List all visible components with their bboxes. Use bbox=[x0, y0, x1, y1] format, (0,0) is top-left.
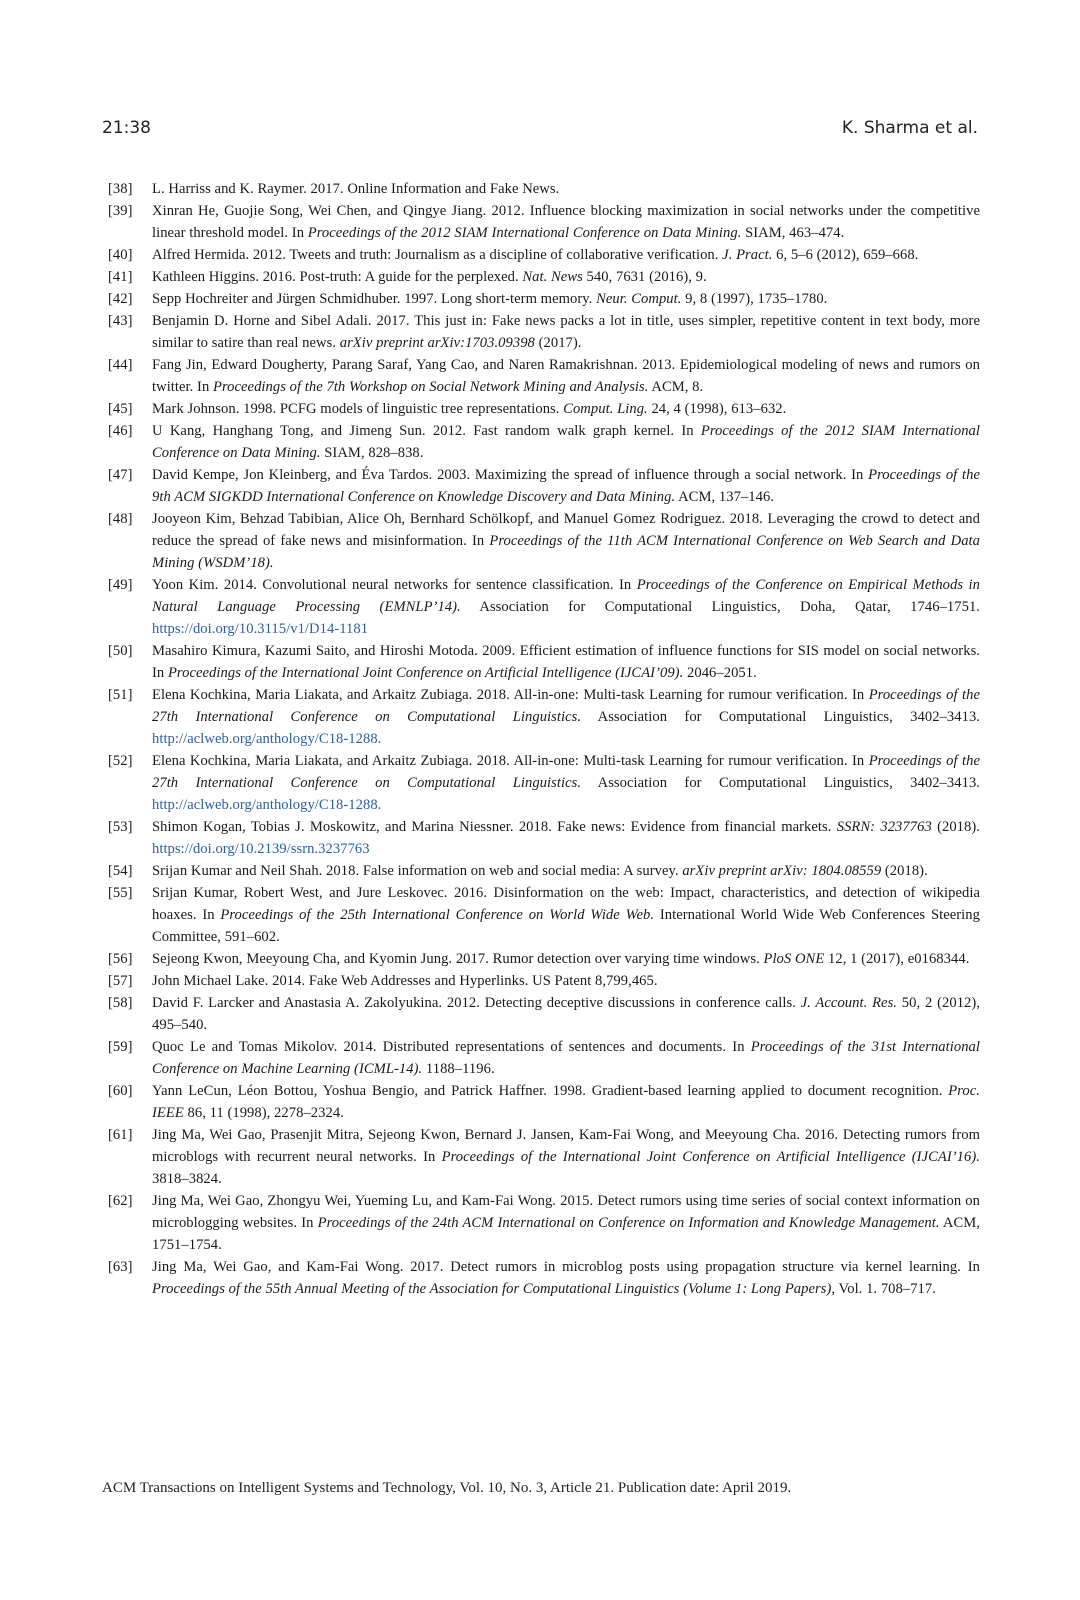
reference-details: 86, 11 (1998), 2278–2324. bbox=[183, 1105, 344, 1121]
reference-text: Fang Jin, Edward Dougherty, Parang Saraf, Yang Cao, and Naren Ramakrishnan. 2013. Epidemiological modeling of news and rumors on twitter. In bbox=[152, 357, 980, 395]
reference-text: Jooyeon Kim, Behzad Tabibian, Alice Oh, Bernhard Schölkopf, and Manuel Gomez Rodriguez. 2018. Leveraging the crowd to detect and reduce the spread of fake news and misinformation. In bbox=[152, 511, 980, 549]
reference-entry bbox=[108, 860, 980, 882]
reference-details: SIAM, 828–838. bbox=[320, 445, 424, 461]
reference-details: ACM, 1751–1754. bbox=[152, 1215, 980, 1253]
reference-entry bbox=[108, 200, 980, 244]
reference-list bbox=[108, 178, 980, 1300]
reference-venue: arXiv preprint arXiv: 1804.08559 bbox=[682, 863, 882, 879]
reference-venue: Proceedings of the 2012 SIAM International Conference on Data Mining. bbox=[152, 423, 981, 461]
reference-entry bbox=[108, 970, 980, 992]
reference-details: 540, 7631 (2016), 9. bbox=[582, 269, 707, 285]
reference-text: Jing Ma, Wei Gao, Zhongyu Wei, Yueming Lu, and Kam-Fai Wong. 2015. Detect rumors using time series of social context information on microblogging websites. In bbox=[152, 1193, 980, 1231]
reference-details: 12, 1 (2017), e0168344. bbox=[824, 951, 970, 967]
reference-entry bbox=[108, 684, 980, 750]
reference-details: 9, 8 (1997), 1735–1780. bbox=[681, 291, 828, 307]
reference-text: Alfred Hermida. 2012. Tweets and truth: Journalism as a discipline of collaborative verification. bbox=[152, 247, 723, 263]
reference-venue: Proceedings of the 27th International Conference on Computational Linguistics. bbox=[152, 687, 980, 725]
reference-venue: Comput. Ling. bbox=[563, 401, 648, 417]
reference-entry bbox=[108, 244, 980, 266]
reference-venue: J. Account. Res. bbox=[800, 995, 897, 1011]
reference-number: [48] bbox=[108, 511, 133, 527]
journal-footer: ACM Transactions on Intelligent Systems and Technology, Vol. 10, No. 3, Article 21. Publication date: April 2019. bbox=[102, 1480, 792, 1496]
page-header bbox=[102, 118, 978, 148]
reference-details: SIAM, 463–474. bbox=[741, 225, 845, 241]
reference-entry bbox=[108, 420, 980, 464]
reference-text: Sepp Hochreiter and Jürgen Schmidhuber. 1997. Long short-term memory. bbox=[152, 291, 597, 307]
reference-entry bbox=[108, 948, 980, 970]
reference-venue: Proc. IEEE bbox=[152, 1083, 980, 1121]
reference-number: [50] bbox=[108, 643, 133, 659]
running-authors: K. Sharma et al. bbox=[841, 118, 978, 138]
reference-number: [56] bbox=[108, 951, 133, 967]
reference-venue: Proceedings of the 24th ACM International on Conference on Information and Knowledge Management. bbox=[317, 1215, 940, 1231]
reference-number: [52] bbox=[108, 753, 133, 769]
reference-text: Yann LeCun, Léon Bottou, Yoshua Bengio, and Patrick Haffner. 1998. Gradient-based learning applied to document recognition. bbox=[152, 1083, 949, 1099]
reference-number: [47] bbox=[108, 467, 133, 483]
reference-details: ACM, 137–146. bbox=[675, 489, 775, 505]
reference-details: 6, 5–6 (2012), 659–668. bbox=[772, 247, 919, 263]
reference-number: [59] bbox=[108, 1039, 133, 1055]
reference-link[interactable]: http://aclweb.org/anthology/C18-1288. bbox=[152, 797, 382, 813]
reference-text: Srijan Kumar, Robert West, and Jure Leskovec. 2016. Disinformation on the web: Impact, characteristics, and detection of wikipedia hoaxes. In bbox=[152, 885, 980, 923]
reference-number: [41] bbox=[108, 269, 133, 285]
reference-number: [38] bbox=[108, 181, 133, 197]
reference-venue: Neur. Comput. bbox=[596, 291, 682, 307]
reference-text: Yoon Kim. 2014. Convolutional neural networks for sentence classification. In bbox=[152, 577, 637, 593]
reference-entry bbox=[108, 398, 980, 420]
reference-venue: J. Pract. bbox=[722, 247, 773, 263]
reference-entry bbox=[108, 574, 980, 640]
reference-venue: Proceedings of the Conference on Empirical Methods in Natural Language Processing (EMNLP’14). bbox=[152, 577, 980, 615]
reference-entry bbox=[108, 1256, 980, 1300]
reference-details: International World Wide Web Conferences Steering Committee, 591–602. bbox=[152, 907, 980, 945]
reference-number: [58] bbox=[108, 995, 133, 1011]
reference-details: 1188–1196. bbox=[422, 1061, 495, 1077]
reference-entry bbox=[108, 288, 980, 310]
reference-venue: Proceedings of the 2012 SIAM International Conference on Data Mining. bbox=[307, 225, 742, 241]
reference-details: Association for Computational Linguistics, 3402–3413. bbox=[581, 709, 980, 725]
reference-details: Association for Computational Linguistics, Doha, Qatar, 1746–1751. bbox=[460, 599, 980, 615]
reference-link[interactable]: https://doi.org/10.3115/v1/D14-1181 bbox=[152, 621, 369, 637]
reference-number: [39] bbox=[108, 203, 133, 219]
reference-text: Shimon Kogan, Tobias J. Moskowitz, and Marina Niessner. 2018. Fake news: Evidence from financial markets. bbox=[152, 819, 837, 835]
reference-venue: Proceedings of the International Joint Conference on Artificial Intelligence (IJCAI’09). bbox=[167, 665, 684, 681]
reference-number: [42] bbox=[108, 291, 133, 307]
reference-entry bbox=[108, 266, 980, 288]
reference-entry bbox=[108, 750, 980, 816]
reference-entry bbox=[108, 508, 980, 574]
reference-text: Srijan Kumar and Neil Shah. 2018. False information on web and social media: A survey. bbox=[152, 863, 683, 879]
reference-entry bbox=[108, 1080, 980, 1124]
reference-venue: Nat. News bbox=[522, 269, 583, 285]
reference-details: Vol. 1. 708–717. bbox=[835, 1281, 936, 1297]
reference-entry bbox=[108, 354, 980, 398]
reference-venue: SSRN: 3237763 bbox=[836, 819, 932, 835]
reference-number: [54] bbox=[108, 863, 133, 879]
reference-number: [60] bbox=[108, 1083, 133, 1099]
reference-details: (2018). bbox=[931, 819, 980, 835]
reference-number: [55] bbox=[108, 885, 133, 901]
reference-details: (2018). bbox=[881, 863, 928, 879]
reference-number: [40] bbox=[108, 247, 133, 263]
reference-text: Masahiro Kimura, Kazumi Saito, and Hiroshi Motoda. 2009. Efficient estimation of influence functions for SIS model on social networks. In bbox=[152, 643, 980, 681]
page-number: 21:38 bbox=[102, 118, 151, 138]
reference-venue: Proceedings of the 31st International Conference on Machine Learning (ICML-14). bbox=[152, 1039, 980, 1077]
reference-text: Elena Kochkina, Maria Liakata, and Arkaitz Zubiaga. 2018. All-in-one: Multi-task Learning for rumour verification. In bbox=[152, 687, 869, 703]
reference-text: Sejeong Kwon, Meeyoung Cha, and Kyomin Jung. 2017. Rumor detection over varying time windows. bbox=[152, 951, 764, 967]
reference-number: [44] bbox=[108, 357, 133, 373]
reference-number: [53] bbox=[108, 819, 133, 835]
reference-venue: Proceedings of the 25th International Conference on World Wide Web. bbox=[220, 907, 655, 923]
reference-details: Association for Computational Linguistics, 3402–3413. bbox=[581, 775, 980, 791]
reference-details: 2046–2051. bbox=[683, 665, 757, 681]
reference-text: Kathleen Higgins. 2016. Post-truth: A guide for the perplexed. bbox=[152, 269, 523, 285]
reference-entry bbox=[108, 816, 980, 860]
reference-entry bbox=[108, 992, 980, 1036]
reference-number: [49] bbox=[108, 577, 133, 593]
reference-number: [46] bbox=[108, 423, 133, 439]
reference-venue: PloS ONE bbox=[763, 951, 825, 967]
reference-venue: Proceedings of the 27th International Conference on Computational Linguistics. bbox=[152, 753, 980, 791]
reference-text: Jing Ma, Wei Gao, and Kam-Fai Wong. 2017. Detect rumors in microblog posts using propagation structure via kernel learning. In bbox=[152, 1259, 980, 1275]
reference-number: [61] bbox=[108, 1127, 133, 1143]
reference-text: Jing Ma, Wei Gao, Prasenjit Mitra, Sejeong Kwon, Bernard J. Jansen, Kam-Fai Wong, and Meeyoung Cha. 2016. Detecting rumors from microblogs with recurrent neural networks. In bbox=[152, 1127, 980, 1165]
reference-text: Elena Kochkina, Maria Liakata, and Arkaitz Zubiaga. 2018. All-in-one: Multi-task Learning for rumour verification. In bbox=[152, 753, 869, 769]
reference-entry bbox=[108, 1036, 980, 1080]
reference-venue: Proceedings of the 7th Workshop on Social Network Mining and Analysis. bbox=[213, 379, 649, 395]
reference-link[interactable]: http://aclweb.org/anthology/C18-1288. bbox=[152, 731, 382, 747]
reference-number: [57] bbox=[108, 973, 133, 989]
reference-link[interactable]: https://doi.org/10.2139/ssrn.3237763 bbox=[152, 841, 370, 857]
reference-text: U Kang, Hanghang Tong, and Jimeng Sun. 2012. Fast random walk graph kernel. In bbox=[152, 423, 701, 439]
reference-text: John Michael Lake. 2014. Fake Web Addresses and Hyperlinks. US Patent 8,799,465. bbox=[152, 973, 658, 989]
reference-entry bbox=[108, 882, 980, 948]
reference-details: 3818–3824. bbox=[152, 1171, 222, 1187]
reference-number: [63] bbox=[108, 1259, 133, 1275]
reference-number: [62] bbox=[108, 1193, 133, 1209]
reference-text: Benjamin D. Horne and Sibel Adali. 2017. This just in: Fake news packs a lot in title, uses simpler, repetitive content in text body, more similar to satire than real news. bbox=[152, 313, 980, 351]
reference-number: [51] bbox=[108, 687, 133, 703]
reference-text: L. Harriss and K. Raymer. 2017. Online Information and Fake News. bbox=[152, 181, 560, 197]
reference-text: Xinran He, Guojie Song, Wei Chen, and Qingye Jiang. 2012. Influence blocking maximization in social networks under the competitive linear threshold model. In bbox=[152, 203, 980, 241]
reference-entry bbox=[108, 178, 980, 200]
reference-entry bbox=[108, 1190, 980, 1256]
reference-entry bbox=[108, 464, 980, 508]
reference-entry bbox=[108, 310, 980, 354]
reference-details: (2017). bbox=[534, 335, 582, 351]
reference-details: ACM, 8. bbox=[648, 379, 704, 395]
reference-text: Mark Johnson. 1998. PCFG models of linguistic tree representations. bbox=[152, 401, 564, 417]
reference-venue: Proceedings of the 11th ACM International Conference on Web Search and Data Mining (WSDM’18). bbox=[152, 533, 981, 571]
reference-venue: Proceedings of the International Joint Conference on Artificial Intelligence (IJCAI’16). bbox=[441, 1149, 980, 1165]
reference-number: [45] bbox=[108, 401, 133, 417]
reference-venue: arXiv preprint arXiv:1703.09398 bbox=[339, 335, 535, 351]
reference-text: David F. Larcker and Anastasia A. Zakolyukina. 2012. Detecting deceptive discussions in conference calls. bbox=[152, 995, 801, 1011]
reference-number: [43] bbox=[108, 313, 133, 329]
reference-entry bbox=[108, 640, 980, 684]
reference-venue: Proceedings of the 55th Annual Meeting of the Association for Computational Linguistics (Volume 1: Long Papers), bbox=[152, 1281, 836, 1297]
reference-entry bbox=[108, 1124, 980, 1190]
reference-text: David Kempe, Jon Kleinberg, and Éva Tardos. 2003. Maximizing the spread of influence through a social network. In bbox=[152, 467, 869, 483]
reference-details: 24, 4 (1998), 613–632. bbox=[647, 401, 787, 417]
reference-text: Quoc Le and Tomas Mikolov. 2014. Distributed representations of sentences and documents. In bbox=[152, 1039, 751, 1055]
reference-venue: Proceedings of the 9th ACM SIGKDD International Conference on Knowledge Discovery and Data Mining. bbox=[152, 467, 980, 505]
reference-details: 50, 2 (2012), 495–540. bbox=[152, 995, 980, 1033]
